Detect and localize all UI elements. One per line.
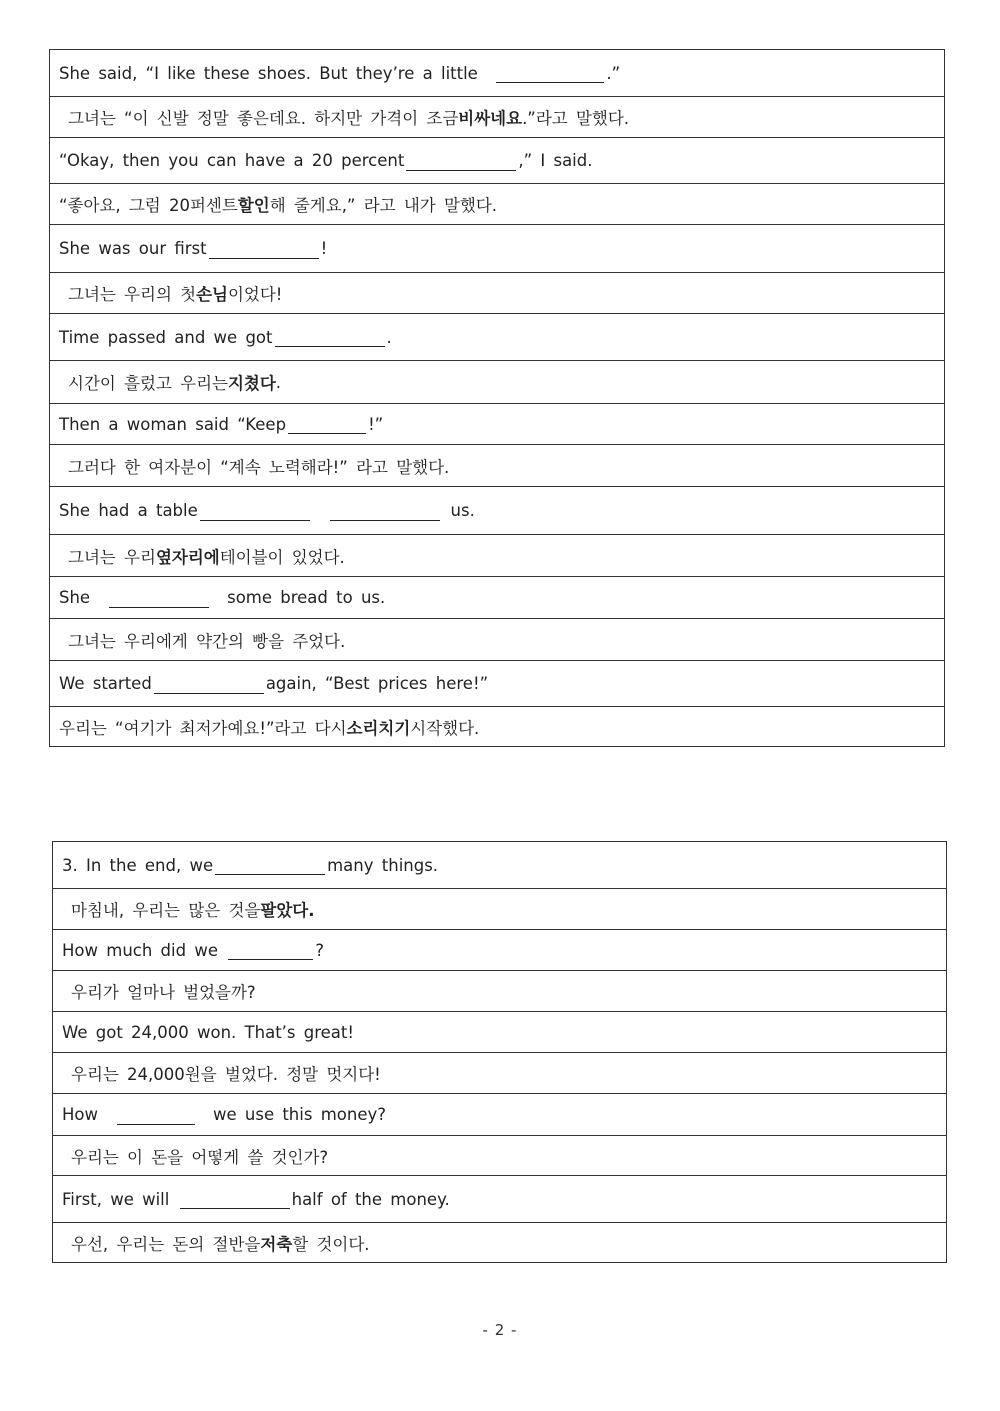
table-row: We got 24,000 won. That’s great!: [53, 1011, 946, 1052]
table-row: 시간이 흘렀고 우리는 지쳤다 .: [50, 360, 944, 403]
worksheet-table-2: [52, 841, 947, 1263]
table-row: 3. In the end, we many things.: [62, 855, 439, 875]
answer-blank[interactable]: [406, 155, 516, 171]
table-row: Time passed and we got .: [50, 313, 944, 360]
answer-blank[interactable]: [209, 243, 319, 259]
table-row: 그녀는 우리에게 약간의 빵을 주었다.: [50, 618, 944, 660]
table-row: Then a woman said “Keep !”: [50, 403, 944, 444]
table-row: She had a table us.: [50, 486, 944, 534]
answer-blank[interactable]: [117, 1109, 195, 1125]
table-row: 우리가 얼마나 벌었을까?: [53, 970, 946, 1011]
table-row: We started again, “Best prices here!”: [50, 660, 944, 706]
table-row: “Okay, then you can have a 20 percent ,” I said.: [50, 137, 944, 183]
answer-blank[interactable]: [288, 418, 366, 434]
table-row: First, we will half of the money.: [53, 1175, 946, 1222]
table-row: 우리는 “여기가 최저가예요!”라고 다시 소리치기 시작했다.: [50, 706, 944, 746]
answer-blank[interactable]: [200, 505, 310, 521]
table-row: 우선, 우리는 돈의 절반을 저축 할 것이다.: [53, 1222, 946, 1262]
page-number: - 2 -: [482, 1321, 518, 1339]
answer-blank[interactable]: [330, 505, 440, 521]
answer-blank[interactable]: [109, 592, 209, 608]
table-row: 그녀는 “이 신발 정말 좋은데요. 하지만 가격이 조금 비싸네요 .”라고 말했다.: [50, 96, 944, 137]
table-row: She some bread to us.: [50, 576, 944, 618]
answer-blank[interactable]: [154, 678, 264, 694]
table-row: 우리는 이 돈을 어떻게 쓸 것인가?: [53, 1135, 946, 1175]
table-row: How much did we ?: [53, 929, 946, 970]
table-row: She was our first !: [50, 224, 944, 272]
table-row: 그녀는 우리의 첫 손님 이었다!: [50, 272, 944, 313]
table-row: 그러다 한 여자분이 “계속 노력해라!” 라고 말했다.: [50, 444, 944, 486]
table-row: She said, “I like these shoes. But they’re a little .”: [59, 63, 621, 83]
table-row: 마침내, 우리는 많은 것을 팔았다.: [53, 888, 946, 929]
table-row: “좋아요, 그럼 20퍼센트 할인 해 줄게요,” 라고 내가 말했다.: [50, 183, 944, 224]
answer-blank[interactable]: [496, 67, 604, 83]
table-row: 그녀는 우리 옆자리에 테이블이 있었다.: [50, 534, 944, 576]
table-row: 우리는 24,000원을 벌었다. 정말 멋지다!: [53, 1052, 946, 1093]
table-row: How we use this money?: [53, 1093, 946, 1135]
answer-blank[interactable]: [228, 944, 313, 960]
worksheet-table-1: [49, 49, 945, 747]
answer-blank[interactable]: [180, 1193, 290, 1209]
answer-blank[interactable]: [215, 859, 325, 875]
answer-blank[interactable]: [275, 331, 385, 347]
